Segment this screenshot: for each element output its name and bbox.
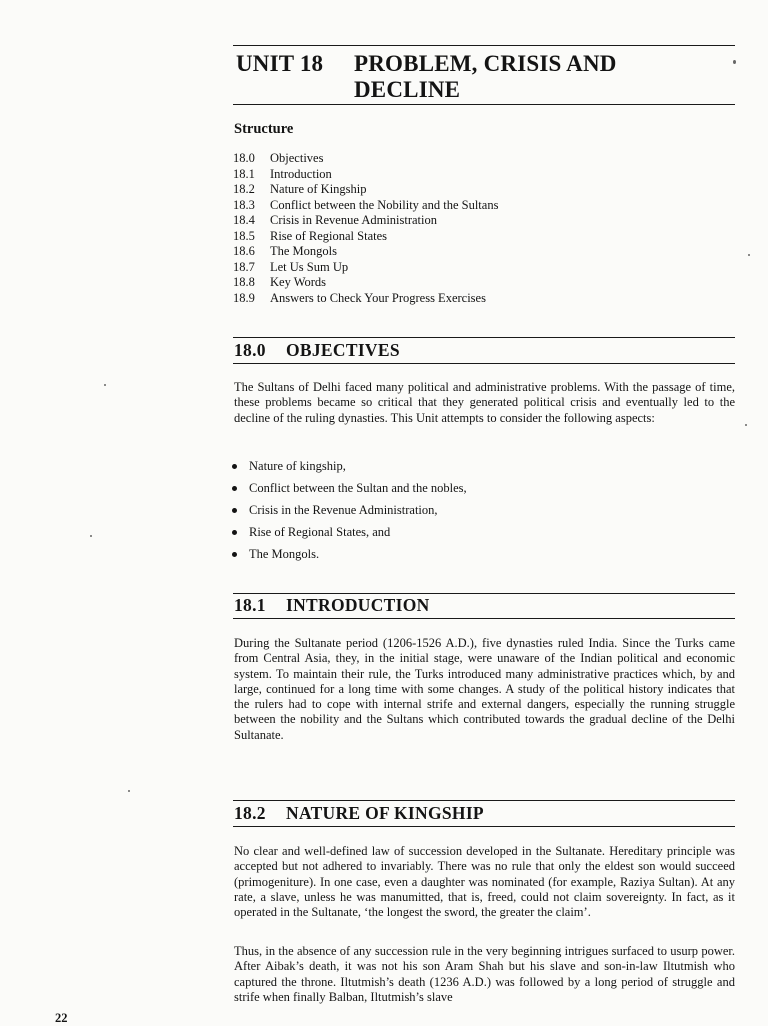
- section-heading-kingship: 18.2 NATURE OF KINGSHIP: [234, 803, 484, 823]
- bullet-icon: [232, 464, 237, 469]
- scan-speck: [748, 254, 750, 256]
- introduction-top-rule: [233, 593, 735, 594]
- bullet-item: Crisis in the Revenue Administration,: [232, 500, 467, 522]
- introduction-bottom-rule: [233, 618, 735, 619]
- structure-list: [233, 151, 498, 306]
- toc-item: 18.6 The Mongols: [233, 244, 338, 258]
- section-heading-introduction: 18.1 INTRODUCTION: [234, 595, 430, 615]
- kingship-bottom-rule: [233, 826, 735, 827]
- kingship-paragraph-1: No clear and well-defined law of succession developed in the Sultanate. Hereditary principle was accepted but not adhered to invariably. There was no rule that only the eldest son would succeed (primogeniture). In one case, even a daughter was nominated (for example, Raziya Sultan). At any rate, a slave, unless he was manumitted, that is, freed, could not claim sovereignty. In fact, as it operated in the Sultanate, ‘the longest the sword, the greater the claim’.: [234, 844, 735, 920]
- toc-item: 18.4 Crisis in Revenue Administration: [233, 213, 438, 227]
- header-bottom-rule: [233, 104, 735, 105]
- structure-heading: Structure: [234, 121, 294, 137]
- bullet-item: The Mongols.: [232, 543, 467, 565]
- kingship-paragraph-2: Thus, in the absence of any succession rule in the very beginning intrigues surfaced to usurp power. After Aibak’s death, it was not his son Aram Shah but his slave and son-in-law Iltutmish who captured the throne. Iltutmish’s death (1236 A.D.) was followed by a long period of struggle and strife when finally Balban, Iltutmish’s slave: [234, 944, 735, 1004]
- scan-speck: [128, 790, 130, 792]
- unit-number: UNIT 18: [236, 51, 324, 76]
- unit-title: [236, 51, 617, 103]
- scan-speck: [745, 424, 747, 426]
- toc-item: 18.5 Rise of Regional States: [233, 228, 387, 243]
- introduction-paragraph: During the Sultanate period (1206-1526 A.D.), five dynasties ruled India. Since the Turks came from Central Asia, they, in the initial stage, were unaware of the Indian political and economic system. To maintain their rule, the Turks introduced many administrative practices which, by and large, continued for a long time with some changes. A study of the political history indicates that the rulers had to cope with internal strife and external dangers, especially the running struggle between the nobility and the Sultans which contributed towards the gradual decline of the Delhi Sultanate.: [234, 636, 735, 742]
- toc-item: 18.3 Conflict between the Nobility and the Sultans: [233, 197, 499, 212]
- toc-item: 18.0 Objectives: [233, 151, 324, 165]
- unit-title-line1: PROBLEM, CRISIS AND: [354, 51, 617, 76]
- page-number: 22: [55, 1011, 68, 1025]
- bullet-item: Rise of Regional States, and: [232, 521, 467, 543]
- bullet-icon: [232, 530, 237, 535]
- toc-item: 18.7 Let Us Sum Up: [233, 259, 349, 274]
- bullet-icon: [232, 486, 237, 491]
- scan-speck: [733, 60, 736, 64]
- scan-speck: [90, 535, 92, 537]
- objectives-top-rule: [233, 337, 735, 338]
- objectives-paragraph: The Sultans of Delhi faced many political and administrative problems. With the passage of time, these problems became so critical that they generated political crisis and eventually led to the decline of the ruling dynasties. This Unit attempts to consider the following aspects:: [234, 380, 735, 425]
- objectives-bottom-rule: [233, 363, 735, 364]
- objectives-bullet-list: [232, 456, 467, 565]
- toc-item: 18.2 Nature of Kingship: [233, 182, 367, 196]
- kingship-top-rule: [233, 800, 735, 801]
- bullet-item: Nature of kingship,: [232, 456, 467, 478]
- unit-title-line2: DECLINE: [354, 77, 461, 102]
- bullet-icon: [232, 552, 237, 557]
- bullet-icon: [232, 508, 237, 513]
- section-heading-objectives: 18.0 OBJECTIVES: [234, 340, 400, 360]
- bullet-item: Conflict between the Sultan and the nobles,: [232, 478, 467, 500]
- toc-item: 18.8 Key Words: [233, 275, 327, 289]
- toc-item: 18.9 Answers to Check Your Progress Exercises: [233, 290, 486, 305]
- toc-item: 18.1 Introduction: [233, 166, 332, 181]
- header-top-rule: [233, 45, 735, 46]
- scan-speck: [104, 384, 106, 386]
